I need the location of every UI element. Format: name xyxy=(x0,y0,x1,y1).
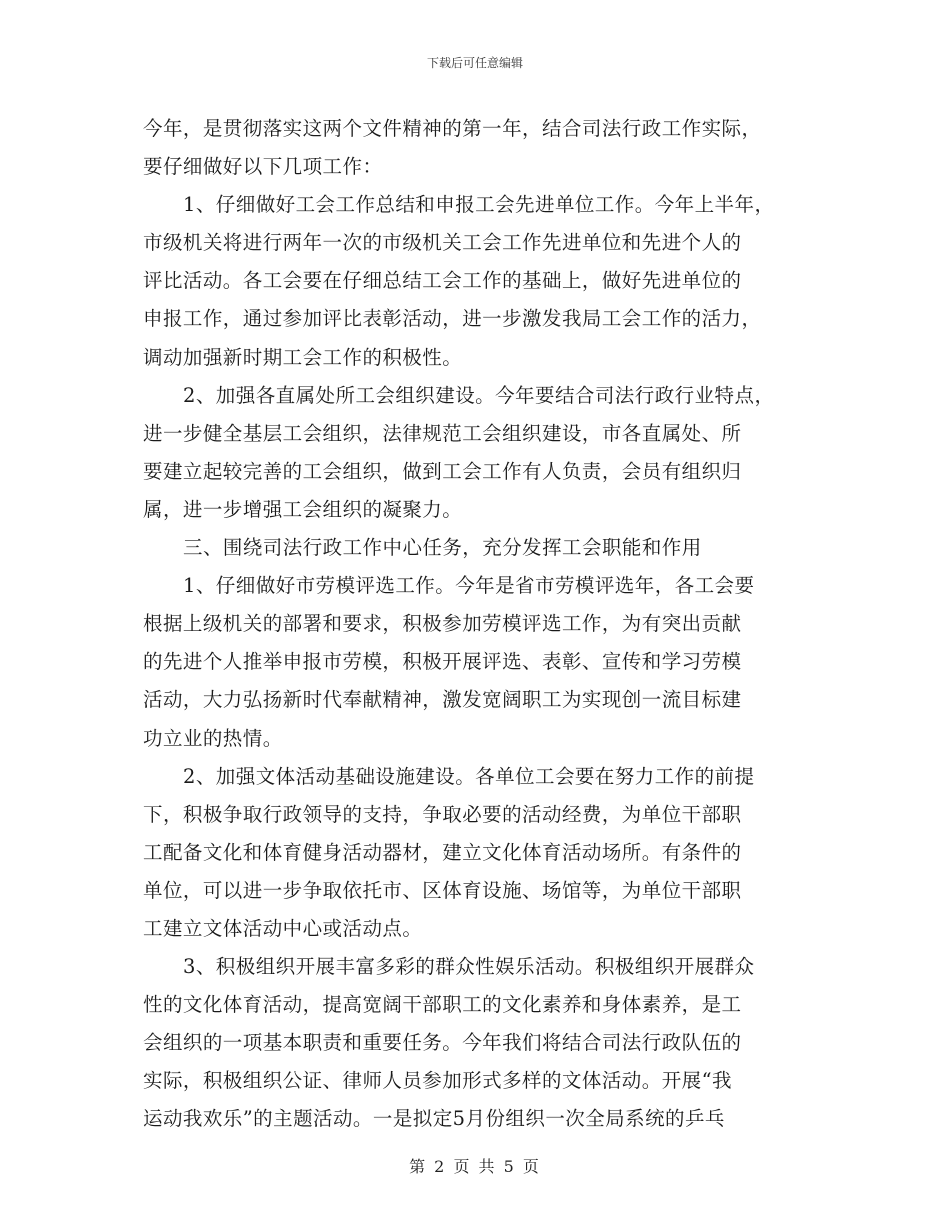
text-line: 今年，是贯彻落实这两个文件精神的第一年，结合司法行政工作实际， xyxy=(143,117,762,140)
document-body xyxy=(143,110,823,1139)
text-line: 下，积极争取行政领导的支持，争取必要的活动经费，为单位干部职 xyxy=(143,802,742,826)
text-line: 调动加强新时期工会工作的积极性。 xyxy=(143,345,463,369)
text-line: 活动，大力弘扬新时代奉献精神，激发宽阔职工为实现创一流目标建 xyxy=(143,688,742,712)
text-line: 要建立起较完善的工会组织，做到工会工作有人负责，会员有组织归 xyxy=(143,459,742,483)
text-line: 1、仔细做好市劳模评选工作。今年是省市劳模评选年，各工会要 xyxy=(183,574,755,598)
text-line: 属，进一步增强工会组织的凝聚力。 xyxy=(143,497,463,521)
text-line: 2、加强各直属处所工会组织建设。今年要结合司法行政行业特点， xyxy=(183,383,775,407)
text-line: 功立业的热情。 xyxy=(143,726,283,750)
text-line: 三、围绕司法行政工作中心任务，充分发挥工会职能和作用 xyxy=(183,536,702,560)
page-number: 第 2 页 共 5 页 xyxy=(409,1157,541,1176)
page-header: 下载后可任意编辑 xyxy=(426,56,523,70)
text-line: 性的文化体育活动，提高宽阔干部职工的文化素养和身体素养，是工 xyxy=(143,993,742,1017)
text-line: 申报工作，通过参加评比表彰活动，进一步激发我局工会工作的活力， xyxy=(143,307,762,331)
text-line: 市级机关将进行两年一次的市级机关工会工作先进单位和先进个人的 xyxy=(143,231,742,255)
text-line: 的先进个人推举申报市劳模，积极开展评选、表彰、宣传和学习劳模 xyxy=(143,650,742,674)
text-line: 单位，可以进一步争取依托市、区体育设施、场馆等，为单位干部职 xyxy=(143,878,742,902)
text-line: 会组织的一项基本职责和重要任务。今年我们将结合司法行政队伍的 xyxy=(143,1031,742,1055)
text-line: 根据上级机关的部署和要求，积极参加劳模评选工作，为有突出贡献 xyxy=(143,612,742,636)
text-line: 进一步健全基层工会组织，法律规范工会组织建设，市各直属处、所 xyxy=(143,421,742,445)
text-line: 实际，积极组织公证、律师人员参加形式多样的文体活动。开展“我 xyxy=(143,1069,732,1093)
text-line: 运动我欢乐”的主题活动。一是拟定5月份组织一次全局系统的乒乓 xyxy=(143,1107,725,1131)
text-line: 3、积极组织开展丰富多彩的群众性娱乐活动。积极组织开展群众 xyxy=(183,955,755,979)
text-line: 1、仔细做好工会工作总结和申报工会先进单位工作。今年上半年， xyxy=(183,193,775,217)
text-line: 工配备文化和体育健身活动器材，建立文化体育活动场所。有条件的 xyxy=(143,840,742,864)
text-line: 工建立文体活动中心或活动点。 xyxy=(143,916,423,940)
text-line: 2、加强文体活动基础设施建设。各单位工会要在努力工作的前提 xyxy=(183,764,755,788)
text-line: 评比活动。各工会要在仔细总结工会工作的基础上，做好先进单位的 xyxy=(143,269,742,293)
text-line: 要仔细做好以下几项工作： xyxy=(143,155,383,179)
